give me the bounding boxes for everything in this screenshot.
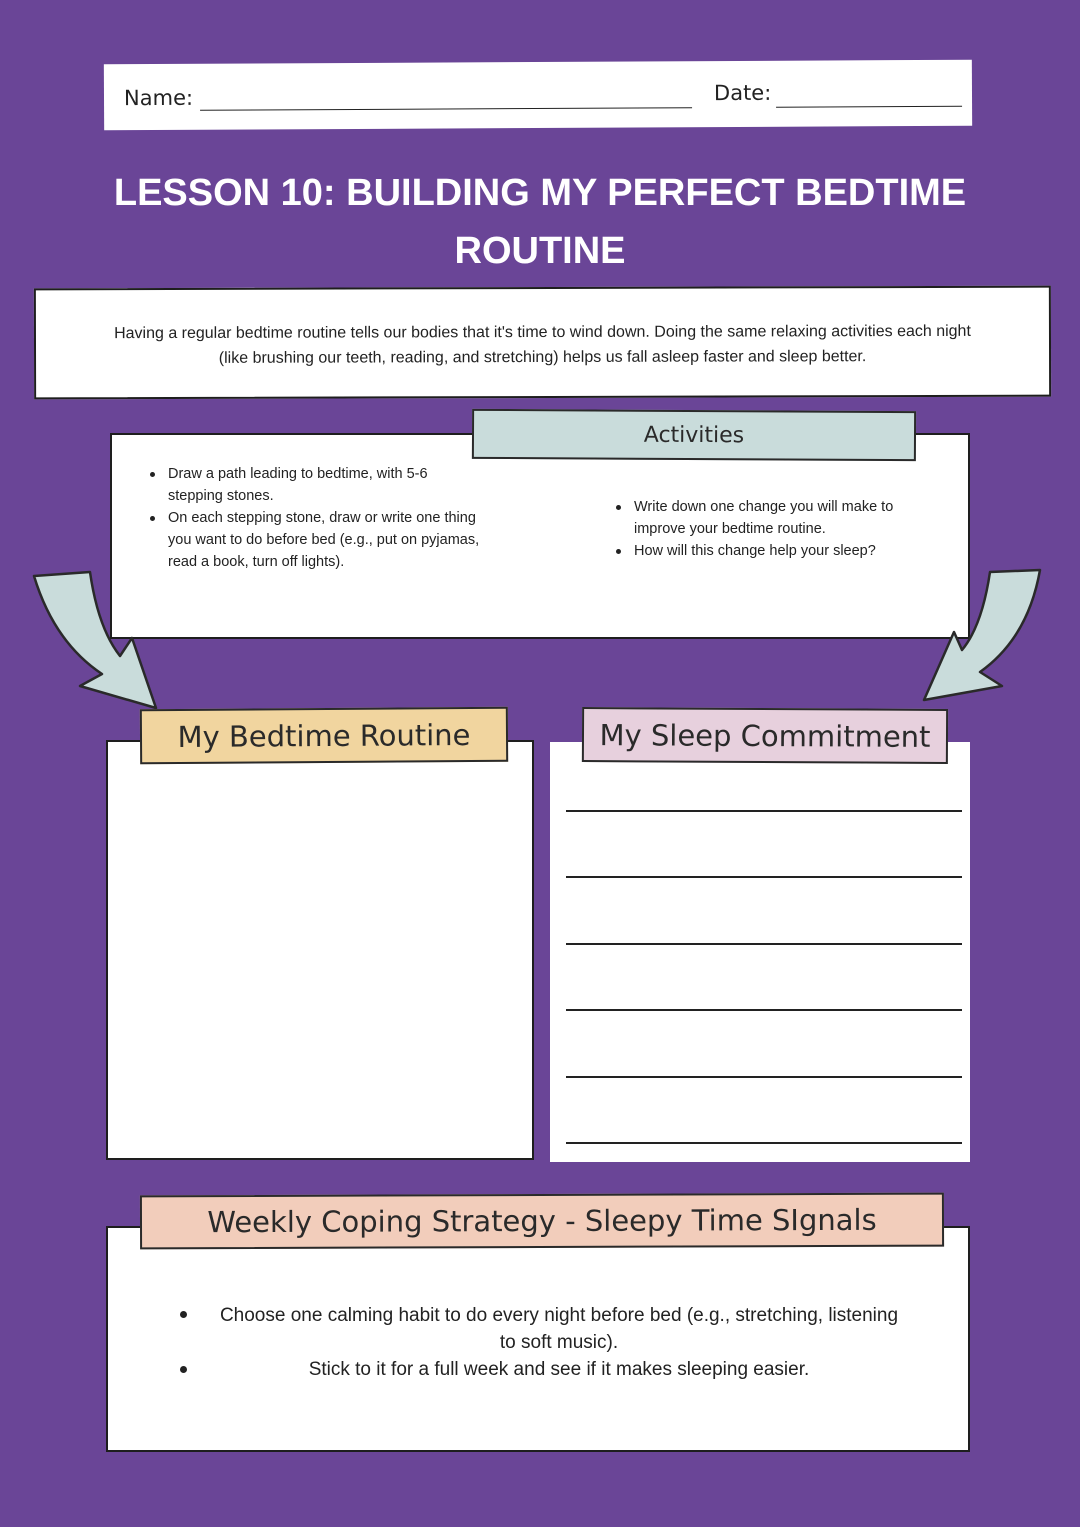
commitment-writing-line-6[interactable] <box>566 1142 962 1144</box>
list-item: How will this change help your sleep? <box>634 540 944 562</box>
bedtime-routine-tab <box>140 707 508 765</box>
sleep-commitment-tab <box>582 707 948 764</box>
coping-item-1-line2: to soft music). <box>499 1332 619 1353</box>
sleep-commitment-heading: My Sleep Commitment <box>599 717 931 754</box>
coping-strategy-box <box>106 1226 970 1452</box>
list-item: Draw a path leading to bedtime, with 5-6 stepping stones. <box>168 463 480 507</box>
name-field[interactable] <box>200 107 692 111</box>
sleep-commitment-box <box>550 742 970 1162</box>
right-curved-arrow-icon <box>916 566 1050 706</box>
name-label: Name: <box>123 85 194 111</box>
coping-bullet-2 <box>180 1366 187 1373</box>
bedtime-routine-heading: My Bedtime Routine <box>177 717 471 754</box>
page-title-line1: LESSON 10: BUILDING MY PERFECT BEDTIME <box>113 172 967 214</box>
list-item: Write down one change you will make to improve your bedtime routine. <box>634 496 944 540</box>
bedtime-routine-box[interactable] <box>106 740 534 1160</box>
commitment-writing-line-2[interactable] <box>566 876 962 878</box>
date-label: Date: <box>713 80 772 106</box>
activities-heading: Activities <box>643 422 745 448</box>
activities-tab <box>472 409 916 461</box>
coping-item-2: Stick to it for a full week and see if it makes sleeping easier. <box>308 1359 810 1380</box>
activities-box <box>110 433 970 639</box>
intro-text <box>36 319 1049 372</box>
intro-box <box>34 286 1051 400</box>
commitment-writing-line-5[interactable] <box>566 1076 962 1078</box>
intro-line2: (like brushing our teeth, reading, and stretching) helps us fall asleep faster and sleep better. <box>218 348 867 367</box>
coping-bullet-1 <box>180 1311 187 1318</box>
header-strip <box>104 60 972 131</box>
coping-strategy-heading: Weekly Coping Strategy - Sleepy Time SIgnals <box>207 1202 877 1240</box>
coping-text <box>204 1302 914 1383</box>
page-title <box>0 164 1080 280</box>
commitment-writing-line-4[interactable] <box>566 1009 962 1011</box>
commitment-writing-line-1[interactable] <box>566 810 962 812</box>
commitment-writing-line-3[interactable] <box>566 943 962 945</box>
page-title-line2: ROUTINE <box>454 230 626 272</box>
date-field[interactable] <box>776 106 962 108</box>
left-curved-arrow-icon <box>28 568 168 716</box>
intro-line1: Having a regular bedtime routine tells our bodies that it's time to wind down. Doing the same relaxing activities each night <box>114 322 971 343</box>
coping-strategy-tab <box>140 1193 944 1250</box>
activities-left-list <box>148 463 480 573</box>
list-item: On each stepping stone, draw or write one thing you want to do before bed (e.g., put on pyjamas, read a book, turn off lights). <box>168 507 480 573</box>
activities-right-list <box>614 496 944 562</box>
coping-item-1-line1: Choose one calming habit to do every night before bed (e.g., stretching, listening <box>219 1305 899 1326</box>
